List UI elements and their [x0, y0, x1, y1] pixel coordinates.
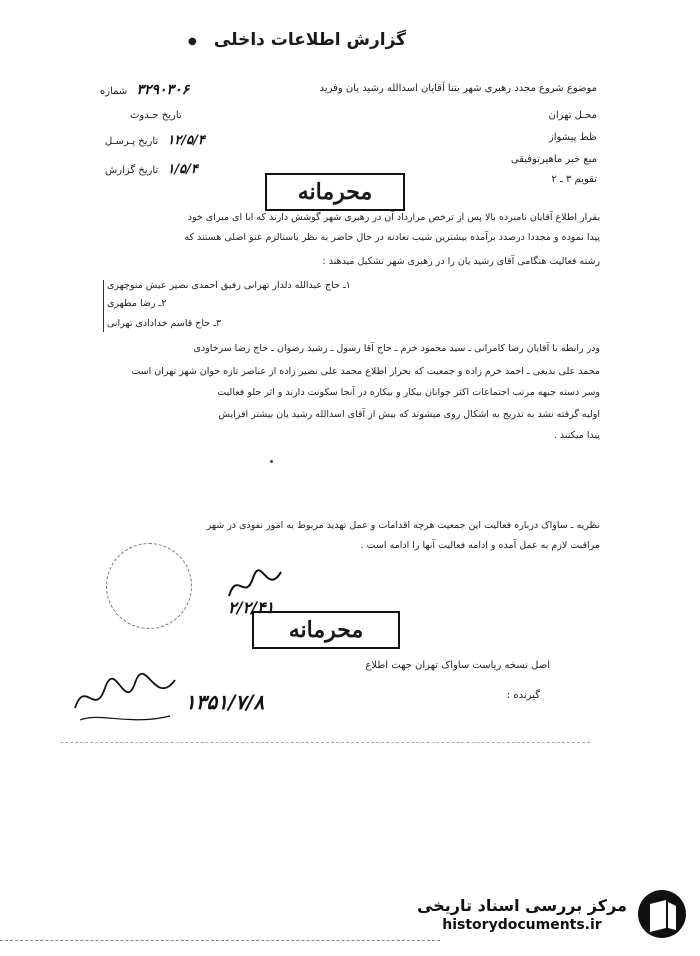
- date-label: تاریخ حـدوث: [130, 110, 182, 121]
- body-text-line: ودر رابطه با آقایان رضا کامرانی ـ سید محمود خرم ـ حاج آقا رسول ـ رشید رضوان ـ حاج رضا سرخاودی: [193, 343, 600, 354]
- watermark: [412, 896, 632, 933]
- list-item: ۳ـ حاج قاسم خدادادی تهرانی: [107, 318, 222, 329]
- number-label: شماره: [100, 86, 128, 97]
- list-item: ۲ـ رضا مطهری: [107, 298, 167, 309]
- divider-line: [60, 742, 590, 743]
- evaluation-text-line: مراقبت لازم به عمل آمده و ادامه فعالیت آنها را ادامه است .: [360, 540, 600, 551]
- stray-mark: [270, 460, 273, 463]
- location-line: محـل تهران: [548, 110, 597, 121]
- handwriting-scribble-icon: [70, 668, 180, 728]
- body-text-line: محمد علی بدیعی ـ احمد خرم زاده و جمعیت که بحراز اطلاع محمد علی نصیر زاده از عناصر تازه حوان شهر تهران است: [131, 366, 600, 377]
- send-date-label: تاریخ پـرسـل: [105, 136, 159, 147]
- receipt-date-label: تاریخ گزارش: [105, 165, 159, 176]
- history-documents-logo-icon: [636, 888, 688, 940]
- origin-line: ظط پیشواز: [548, 132, 597, 143]
- classification-stamp-bottom: محرمانه: [252, 611, 400, 649]
- document-title: گزارش اطلاعات داخلی: [213, 30, 407, 50]
- body-text-line: پیدا میکنند .: [553, 430, 600, 441]
- list-item: ۱ـ حاج عبدالله دلدار تهرانی رفیق احمدی نصیر عیش منوچهری: [107, 280, 351, 291]
- recipient-label: گیرنده :: [506, 690, 540, 701]
- handwritten-mark: ۲/۲/۴۱: [228, 598, 275, 617]
- evaluation-line: تقویم ۳ ـ ۲: [551, 174, 597, 185]
- handwritten-notes: [70, 668, 180, 732]
- receipt-date-line: [105, 162, 198, 177]
- official-seal: [106, 543, 192, 629]
- body-text-line: رشته فعالیت هنگامی آقای رشید یان را در رهبری شهر تشکیل میدهند :: [322, 256, 600, 267]
- distribution-note: اصل نسخه ریاست ساواک تهران جهت اطلاع: [365, 660, 550, 671]
- subject-line: [320, 83, 597, 94]
- body-text-line: اولیه گرفته نشد به تدریج به اشکال روی میشوند که بیش از آقای اسدالله رشید یان بیشتر افزایش: [218, 409, 600, 420]
- list-bracket: [103, 280, 104, 332]
- bottom-border: [0, 940, 440, 941]
- classification-stamp-top: محرمانه: [265, 173, 405, 211]
- title-bullet: ●: [188, 36, 197, 47]
- receipt-date-value: ۱/۵/۴: [167, 162, 198, 177]
- evaluation-text-line: نظریه ـ ساواک درباره فعالیت این جمعیت هرچه اقدامات و عمل تهدید مربوط به امور نفوذی در شهر: [206, 520, 600, 531]
- send-date-value: ۱۲/۵/۴: [167, 133, 205, 148]
- watermark-url: historydocuments.ir: [442, 917, 602, 933]
- number-value: ۳۲۹۰۳۰۶: [136, 82, 190, 98]
- handwritten-date: ۱۳۵۱/۷/۸: [185, 690, 265, 714]
- watermark-org-name: مرکز بررسی اسناد تاریخی: [417, 896, 627, 915]
- body-text-line: بقرار اطلاع آقایان نامبرده بالا پس از ترخص مرارداد آن در رهبری شهر گوشش دارند که ابا ای مبرای خود: [187, 212, 600, 223]
- subject-text: موضوع شروع مجدد رهبری شهر بتنا آقایان اسدالله رشید یان وفرید: [319, 83, 597, 94]
- body-text-line: وسر دسته جبهه مرتب اجتماعات اکثر جوانان بیکار و بیکاره در آنجا سکونت دارند و اثر جلو فعالیت: [217, 387, 600, 398]
- send-date-line: [105, 133, 205, 148]
- number-line: [100, 82, 189, 98]
- source-line: مبع خبر ماهیرتوفیقی: [510, 154, 597, 165]
- body-text-line: پیدا نموده و مجددا درصدد برآمده بیشترین شیب تعادنه در حال حاضر به نظر باستالزم عنو اصلی هستند که: [184, 232, 600, 243]
